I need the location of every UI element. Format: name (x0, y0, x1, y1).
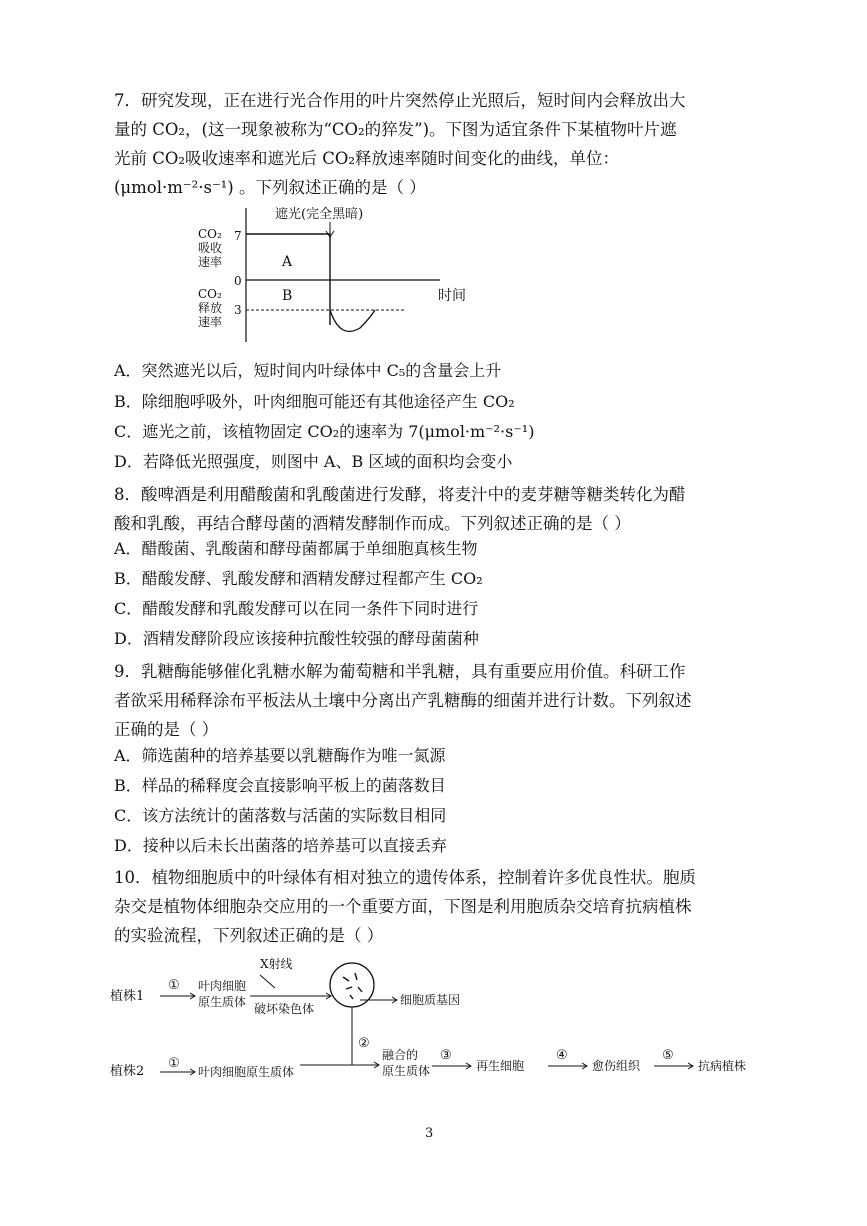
q7-line-3: 光前 CO₂吸收速率和遮光后 CO₂释放速率随时间变化的曲线，单位： (114, 149, 620, 168)
q9-option-a[interactable]: A．筛选菌种的培养基要以乳糖酶作为唯一氮源 (114, 746, 446, 765)
y-bottom-label-1: CO₂ (198, 287, 222, 301)
protoplast1-label-1: 叶肉细胞 (198, 979, 247, 993)
q8-option-d[interactable]: D．酒精发酵阶段应该接种抗酸性较强的酵母菌菌种 (114, 629, 479, 648)
cytoplasmic-hybrid-flow-diagram (110, 955, 770, 1095)
y-top-label-3: 速率 (198, 255, 223, 269)
cyto-gene-label: 细胞质基因 (400, 993, 461, 1007)
q9-line-1: 9．乳糖酶能够催化乳糖水解为葡萄糖和半乳糖，具有重要应用价值。科研工作 (114, 662, 686, 681)
q10-line-1: 10．植物细胞质中的叶绿体有相对独立的遗传体系，控制着许多优良性状。胞质 (114, 868, 696, 887)
fused-protoplast-label-2: 原生质体 (382, 1064, 431, 1078)
protoplast2-label: 叶肉细胞原生质体 (198, 1065, 295, 1079)
y-bottom-label-3: 速率 (198, 315, 223, 329)
q8-line-2: 酸和乳酸，再结合酵母菌的酒精发酵制作而成。下列叙述正确的是（ ） (114, 514, 631, 533)
q7-option-d[interactable]: D．若降低光照强度，则图中 A、B 区域的面积均会变小 (114, 452, 513, 471)
tick-7: 7 (234, 229, 242, 243)
co2-rate-chart (190, 200, 490, 350)
question-7-stem (114, 86, 764, 202)
step1-top-label: ① (168, 978, 180, 993)
plant1-label: 植株1 (110, 989, 145, 1004)
y-bottom-label-2: 释放 (198, 301, 223, 315)
q9-line-2: 者欲采用稀释涂布平板法从土壤中分离出产乳糖酶的细菌并进行计数。下列叙述 (114, 691, 692, 710)
fused-protoplast-label-1: 融合的 (382, 1048, 419, 1062)
q10-line-2: 杂交是植物体细胞杂交应用的一个重要方面，下图是利用胞质杂交培育抗病植株 (114, 897, 692, 916)
question-8-stem (114, 480, 764, 538)
q8-line-1: 8．酸啤酒是利用醋酸菌和乳酸菌进行发酵，将麦汁中的麦芽糖等糖类转化为醋 (114, 485, 686, 504)
q7-line-2: 量的 CO₂，(这一现象被称为“CO₂的猝发”)。下图为适宜条件下某植物叶片遮 (114, 120, 677, 139)
q9-option-b[interactable]: B．样品的稀释度会直接影响平板上的菌落数目 (114, 776, 446, 795)
q10-line-3: 的实验流程，下列叙述正确的是（ ） (114, 926, 384, 945)
q9-option-c[interactable]: C．该方法统计的菌落数与活菌的实际数目相同 (114, 806, 447, 825)
xray-arrow (260, 975, 275, 988)
tick-0: 0 (234, 274, 242, 288)
tick-3: 3 (234, 303, 242, 317)
q7-line-1: 7．研究发现，正在进行光合作用的叶片突然停止光照后，短时间内会释放出大 (114, 91, 686, 110)
xray-label: X射线 (260, 957, 293, 971)
step4-label: ④ (556, 1048, 568, 1063)
q8-option-c[interactable]: C．醋酸发酵和乳酸发酵可以在同一条件下同时进行 (114, 599, 479, 618)
step3-label: ③ (440, 1048, 452, 1063)
q7-line-4: (μmol·m⁻²·s⁻¹) 。下列叙述正确的是（ ） (114, 178, 426, 197)
y-top-label-2: 吸收 (198, 241, 223, 255)
y-top-label-1: CO₂ (198, 227, 222, 241)
fragmented-chromosome-marks (343, 973, 362, 999)
question-10-stem (114, 863, 764, 950)
protoplast1-label-2: 原生质体 (198, 995, 247, 1009)
region-a-label: A (282, 254, 293, 270)
region-b-label: B (282, 288, 293, 304)
callus-label: 愈伤组织 (592, 1059, 641, 1073)
q8-option-b[interactable]: B．醋酸发酵、乳酸发酵和酒精发酵过程都产生 CO₂ (114, 569, 483, 588)
question-9-stem (114, 657, 764, 744)
q8-option-a[interactable]: A．醋酸菌、乳酸菌和酵母菌都属于单细胞真核生物 (114, 539, 478, 558)
q9-option-d[interactable]: D．接种以后未长出菌落的培养基可以直接丢弃 (114, 836, 447, 855)
resistant-plant-label: 抗病植株 (698, 1059, 747, 1073)
shade-label: 遮光(完全黑暗) (275, 207, 364, 222)
q7-option-a[interactable]: A．突然遮光以后，短时间内叶绿体中 C₅的含量会上升 (114, 361, 502, 380)
plant2-label: 植株2 (110, 1064, 145, 1079)
page-number: 3 (425, 1126, 434, 1141)
release-dip-curve (330, 310, 375, 331)
destroy-chromosome-label: 破坏染色体 (254, 1002, 315, 1016)
q9-line-3: 正确的是（ ） (114, 720, 219, 739)
step2-label: ② (358, 1036, 370, 1051)
regenerated-cell-label: 再生细胞 (476, 1059, 525, 1073)
x-axis-label: 时间 (438, 288, 466, 304)
step1-bottom-label: ① (168, 1056, 180, 1071)
step5-label: ⑤ (662, 1048, 674, 1063)
q7-option-b[interactable]: B．除细胞呼吸外，叶肉细胞可能还有其他途径产生 CO₂ (114, 392, 515, 411)
q7-option-c[interactable]: C．遮光之前，该植物固定 CO₂的速率为 7(μmol·m⁻²·s⁻¹) (114, 422, 535, 441)
